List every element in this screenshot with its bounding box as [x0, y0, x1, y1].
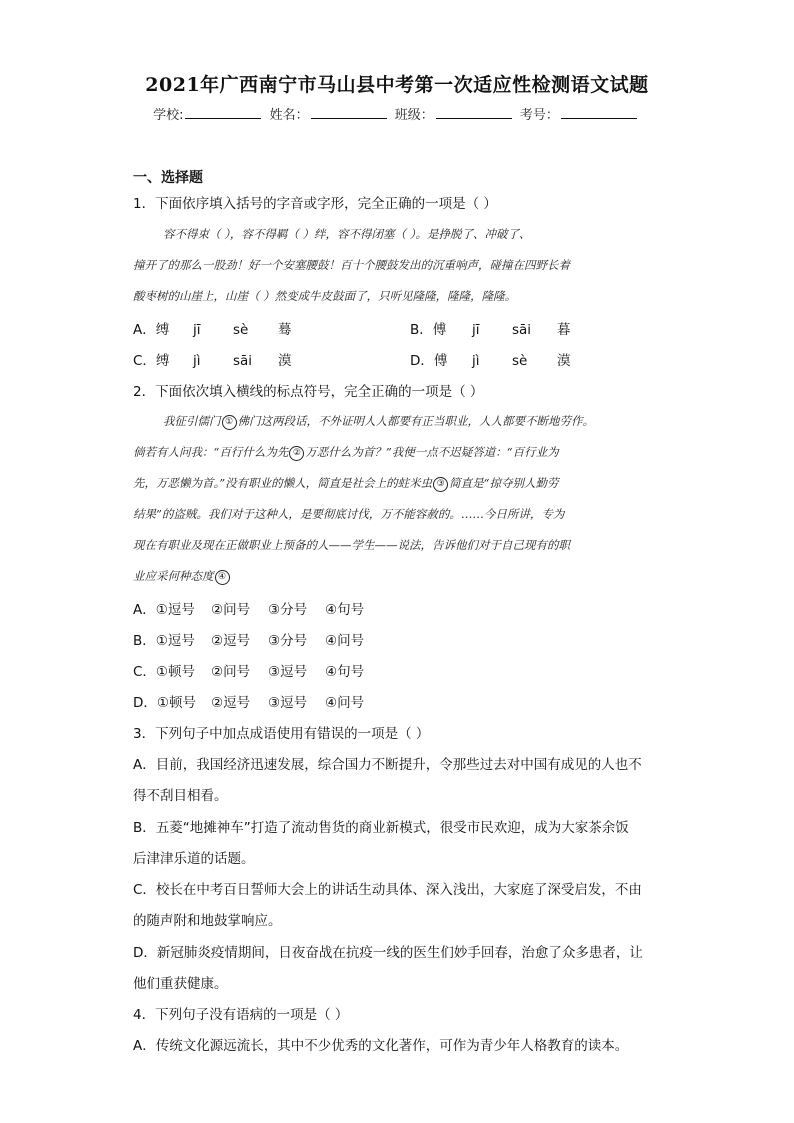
- question-2-passage-line: 业应采何种态度 ④: [133, 568, 663, 585]
- question-1-option-b[interactable]: B．傅 jī sāi 暮: [410, 322, 571, 338]
- exam-number-blank[interactable]: [561, 106, 637, 119]
- name-blank[interactable]: [311, 106, 387, 119]
- question-2-passage-line: 结果”的盗贼。我们对于这种人，是要彻底讨伐，万不能容赦的。……今日所讲，专为: [133, 507, 565, 521]
- question-2-passage-line: 我征引儒门 ① 佛门这两段话，不外证明人人都要有正当职业，人人都要不断地劳作。: [163, 414, 594, 428]
- question-3-option-b[interactable]: B．五菱“地摊神车”打造了流动售货的商业新模式，很受市民欢迎，成为大家茶余饭: [133, 820, 629, 836]
- blank-marker: ②: [289, 446, 304, 461]
- question-3-option-a[interactable]: A．目前，我国经济迅速发展，综合国力不断提升，令那些过去对中国有成见的人也不: [133, 757, 642, 773]
- class-label: 班级：: [394, 108, 434, 123]
- question-2-option-b[interactable]: B．①逗号 ②逗号 ③分号 ④问号: [133, 633, 365, 649]
- name-label: 姓名：: [269, 108, 309, 123]
- question-3-option-c-cont: 的随声附和地鼓掌响应。: [133, 913, 282, 929]
- school-label: 学校:: [153, 108, 184, 123]
- question-2-option-a[interactable]: A．①逗号 ②问号 ③分号 ④句号: [133, 602, 365, 618]
- question-1-passage-line: 酸枣树的山崖上，山崖（ ）然变成牛皮鼓面了，只听见隆隆，隆隆，隆隆。: [133, 289, 517, 303]
- question-3-option-d[interactable]: D．新冠肺炎疫情期间，日夜奋战在抗疫一线的医生们妙手回春，治愈了众多患者，让: [133, 945, 643, 961]
- section-heading: 一、选择题: [133, 170, 203, 186]
- question-3-stem: 3．下列句子中加点成语使用有错误的一项是（ ）: [133, 726, 430, 742]
- question-1-passage-line: 撞开了的那么一股劲！好一个安塞腰鼓！百十个腰鼓发出的沉重响声，碰撞在四野长着: [133, 258, 570, 272]
- class-blank[interactable]: [436, 106, 512, 119]
- question-4-stem: 4．下列句子没有语病的一项是（ ）: [133, 1007, 349, 1023]
- question-2-stem: 2．下面依次填入横线的标点符号，完全正确的一项是（ ）: [133, 384, 484, 400]
- blank-marker: ④: [215, 570, 230, 585]
- blank-marker: ③: [433, 477, 448, 492]
- question-4-option-a[interactable]: A．传统文化源远流长，其中不少优秀的文化著作，可作为青少年人格教育的读本。: [133, 1038, 629, 1054]
- question-3-option-d-cont: 他们重获健康。: [133, 976, 228, 992]
- question-3-option-c[interactable]: C．校长在中考百日誓师大会上的讲话生动具体、深入浅出，大家庭了深受启发，不由: [133, 882, 642, 898]
- question-1-passage-line: 容不得束（ ），容不得羁（ ）绊，容不得闭塞（ ）。是挣脱了、冲破了、: [163, 227, 531, 241]
- question-3-option-b-cont: 后津津乐道的话题。: [133, 851, 255, 867]
- question-3-option-a-cont: 得不刮目相看。: [133, 788, 228, 804]
- page-title: 2021年广西南宁市马山县中考第一次适应性检测语文试题: [145, 74, 649, 96]
- blank-marker: ①: [222, 415, 237, 430]
- question-2-passage-line: 倘若有人问我：“百行什么为先 ② 万恶什么为首？”我便一点不迟疑答道：“百行业为: [133, 445, 559, 459]
- question-1-stem: 1．下面依序填入括号的字音或字形，完全正确的一项是（ ）: [133, 196, 497, 212]
- exam-number-label: 考号：: [519, 108, 559, 123]
- question-2-passage-line: 现在有职业及现在正做职业上预备的人——学生——说法，告诉他们对于自己现有的职: [133, 538, 570, 552]
- question-2-option-d[interactable]: D．①顿号 ②逗号 ③逗号 ④问号: [133, 695, 365, 711]
- school-blank[interactable]: [185, 106, 261, 119]
- question-1-option-a[interactable]: A．缚 jī sè 蓦: [133, 322, 292, 338]
- student-info-row: [0, 104, 794, 123]
- question-1-option-d[interactable]: D．傅 jì sè 漠: [410, 353, 571, 369]
- question-2-passage-line: 先，万恶懒为首。”没有职业的懒人，简直是社会上的蛀米虫 ③ 简直是“掠夺别人勤劳: [133, 476, 559, 490]
- question-1-option-c[interactable]: C．缚 jì sāi 漠: [133, 353, 292, 369]
- question-2-option-c[interactable]: C．①顿号 ②问号 ③逗号 ④句号: [133, 664, 365, 680]
